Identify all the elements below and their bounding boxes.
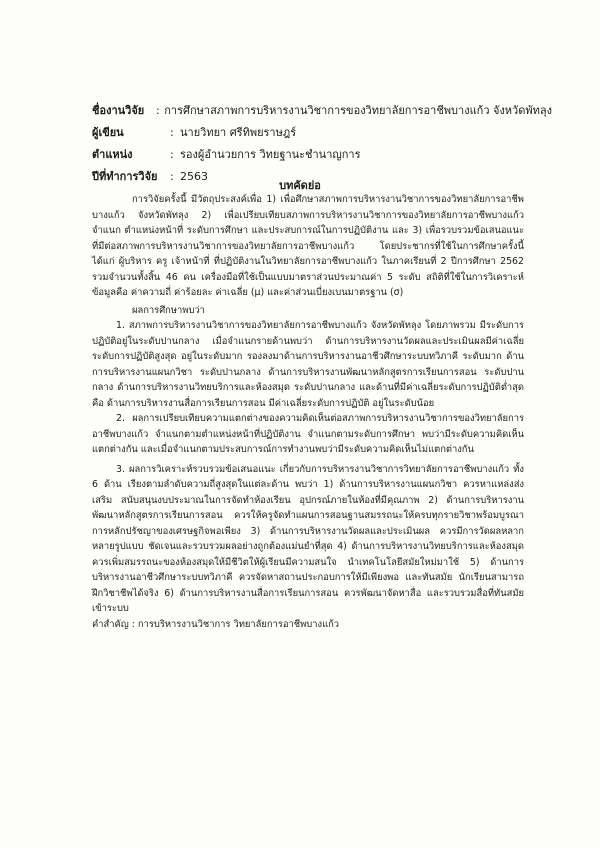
meta-row-author bbox=[92, 122, 552, 144]
meta-label: ปีที่ทำการวิจัย bbox=[92, 170, 158, 183]
meta-row-title bbox=[92, 100, 552, 122]
meta-colon: : bbox=[170, 148, 174, 161]
abstract-intro: การวิจัยครั้งนี้ มีวัตถุประสงค์เพื่อ 1) เพื่อศึกษาสภาพการบริหารงานวิชาการของวิทยาลัยการอาชีพบางแก้ว จังหวัดพัทลุง 2) เพื่อเปรียบเทียบสภาพการบริหารงานวิชาการของวิทยาลัยการอาชีพบางแก้ว จำแนก ตำแหน่งหน้าที่ ระดับการศึกษา และประสบการณ์ในการปฏิบัติงาน และ 3) เพื่อรวบรวมข้อเสนอแนะที่มีต่อสภาพการบริหารงานวิชาการของวิทยาลัยการอาชีพบางแก้ว โดยประชากรที่ใช้ในการศึกษาครั้งนี้ ได้แก่ ผู้บริหาร ครู เจ้าหน้าที่ ที่ปฏิบัติงานในวิทยาลัยการอาชีพบางแก้ว ในภาคเรียนที่ 2 ปีการศึกษา 2562 รวมจำนวนทั้งสิ้น 46 คน เครื่องมือที่ใช้เป็นแบบมาตราส่วนประมาณค่า 5 ระดับ สถิติที่ใช้ในการวิเคราะห์ข้อมูลคือ ค่าความถี่ ค่าร้อยละ ค่าเฉลี่ย (μ) และค่าส่วนเบี่ยงเบนมาตรฐาน (σ) bbox=[92, 194, 524, 298]
meta-colon: : bbox=[170, 170, 174, 183]
result-item-1: 1. สภาพการบริหารงานวิชาการของวิทยาลัยการอาชีพบางแก้ว จังหวัดพัทลุง โดยภาพรวม มีระดับการปฏิบัติอยู่ในระดับปานกลาง เมื่อจำแนกรายด้านพบว่า ด้านการบริหารงานวัดผลและประเมินผลมีค่าเฉลี่ยระดับการปฏิบัติสูงสุด อยู่ในระดับมาก รองลงมาด้านการบริหารงานอาชีวศึกษาระบบทวิภาคี ระดับมาก ด้านการบริหารงานแผนกวิชา ระดับปานกลาง ด้านการบริหารงานพัฒนาหลักสูตรการเรียนการสอน ระดับปานกลาง ด้านการบริหารงานวิทยบริการและห้องสมุด ระดับปานกลาง และด้านที่มีค่าเฉลี่ยระดับการปฏิบัติต่ำสุดคือ ด้านการบริหารงานสื่อการเรียนการสอน มีค่าเฉลี่ยระดับการปฏิบัติ อยู่ในระดับน้อย bbox=[92, 320, 524, 409]
meta-value: 2563 bbox=[180, 170, 208, 183]
meta-label: ผู้เขียน bbox=[92, 126, 124, 139]
meta-colon: : bbox=[156, 104, 160, 117]
result-item-3: 3. ผลการวิเคราะห์รวบรวมข้อเสนอแนะ เกี่ยวกับการบริหารงานวิชาการวิทยาลัยการอาชีพบางแก้ว ทั้ง 6 ด้าน เรียงตามลำดับความถี่สูงสุดในแต่ละด้าน พบว่า 1) ด้านการบริหารงานแผนกวิชา ควรหาแหล่งส่งเสริม สนับสนุนงบประมาณในการจัดทำห้องเรียน อุปกรณ์ภายในห้องที่มีคุณภาพ 2) ด้านการบริหารงานพัฒนาหลักสูตรการเรียนการสอน ควรให้ครูจัดทำแผนการสอนฐานสมรรถนะให้ครบทุกรายวิชาพร้อมบูรณาการหลักปรัชญาของเศรษฐกิจพอเพียง 3) ด้านการบริหารงานวัดผลและประเมินผล ควรมีการวัดผลหลากหลายรูปแบบ ชัดเจนและรวบรวมผลอย่างถูกต้องแม่นยำที่สุด 4) ด้านการบริหารงานวิทยบริการและห้องสมุด ควรเพิ่มสมรรถนะของห้องสมุดให้มีชีวิตให้ผู้เรียนมีความสนใจ นำเทคโนโลยีสมัยใหม่มาใช้ 5) ด้านการบริหารงานอาชีวศึกษาระบบทวิภาคี ควรจัดหาสถานประกอบการให้มีเพียงพอ และทันสมัย นักเรียนสามารถฝึกวิชาชีพได้จริง 6) ด้านการบริหารงานสื่อการเรียนการสอน ควรพัฒนาจัดหาสื่อ และรวบรวมสื่อที่ทันสมัยเข้าระบบ bbox=[92, 463, 524, 614]
meta-row-position bbox=[92, 144, 552, 166]
meta-value: การศึกษาสภาพการบริหารงานวิชาการของวิทยาลัยการอาชีพบางแก้ว จังหวัดพัทลุง bbox=[164, 104, 552, 117]
results-heading: ผลการศึกษาพบว่า bbox=[132, 304, 205, 316]
abstract-title: บทคัดย่อ bbox=[279, 179, 321, 192]
meta-value: รองผู้อำนวยการ วิทยฐานะชำนาญการ bbox=[180, 148, 361, 161]
meta-value: นายวิทยา ศรีทิพยราษฎร์ bbox=[180, 126, 297, 139]
metadata-block bbox=[92, 100, 552, 188]
result-item-2: 2. ผลการเปรียบเทียบความแตกต่างของความคิดเห็นต่อสภาพการบริหารงานวิชาการของวิทยาลัยการอาชีพบางแก้ว จำแนกตามตำแหน่งหน้าที่ปฏิบัติงาน จำแนกตามระดับการศึกษา พบว่ามีระดับความคิดเห็นแตกต่างกัน และเมื่อจำแนกตามประสบการณ์การทำงานพบว่ามีระดับความคิดเห็นไม่แตกต่างกัน bbox=[92, 413, 524, 455]
meta-label: ชื่องานวิจัย bbox=[92, 104, 145, 117]
meta-colon: : bbox=[170, 126, 174, 139]
keywords: คำสำคัญ : การบริหารงานวิชาการ วิทยาลัยการอาชีพบางแก้ว bbox=[92, 618, 340, 630]
abstract-body bbox=[92, 192, 524, 632]
meta-label: ตำแหน่ง bbox=[92, 148, 133, 161]
